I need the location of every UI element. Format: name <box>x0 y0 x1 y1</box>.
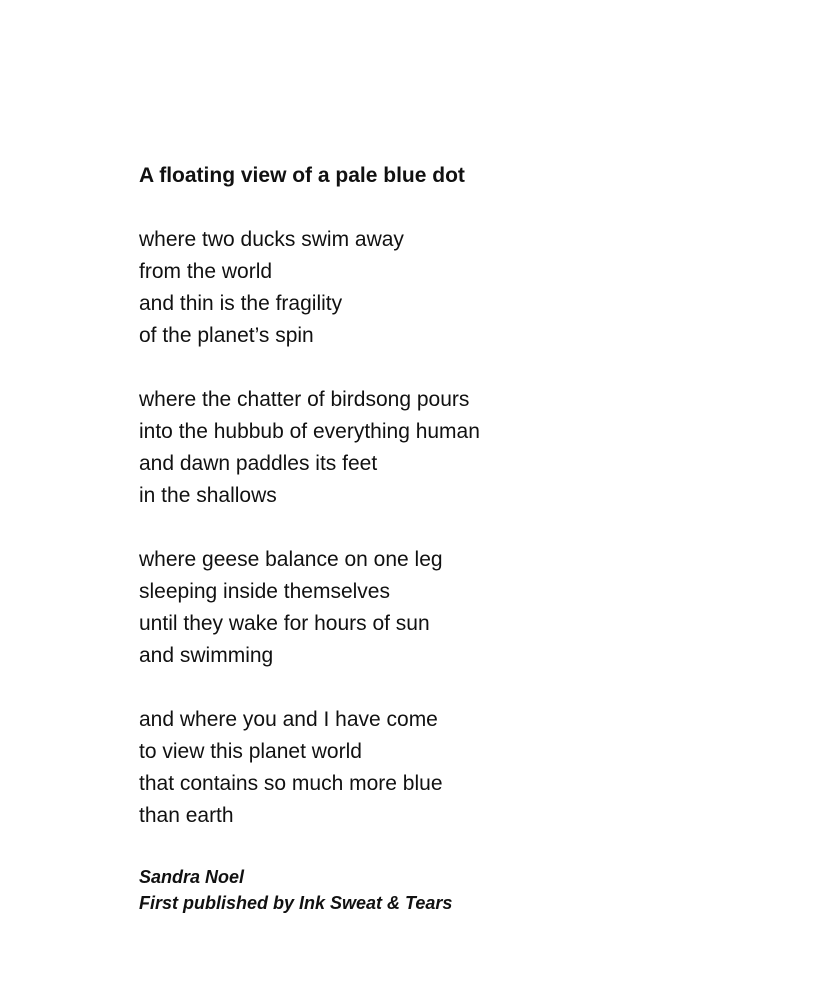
poem-line: in the shallows <box>139 484 277 507</box>
poem-line: and where you and I have come <box>139 708 438 731</box>
poem-title: A floating view of a pale blue dot <box>139 164 465 187</box>
poem-line: to view this planet world <box>139 740 362 763</box>
poem-line: that contains so much more blue <box>139 772 443 795</box>
poem-credits <box>139 864 779 916</box>
stanza-4 <box>139 704 779 832</box>
author-name: Sandra Noel <box>139 867 245 887</box>
poem-line: than earth <box>139 804 234 827</box>
poem-line: and thin is the fragility <box>139 292 343 315</box>
stanza-3 <box>139 544 779 672</box>
poem-line: until they wake for hours of sun <box>139 612 430 635</box>
stanza-1 <box>139 224 779 352</box>
poem-line: from the world <box>139 260 273 283</box>
poem-line: and swimming <box>139 644 274 667</box>
poem-page <box>139 160 779 916</box>
poem-line: where the chatter of birdsong pours <box>139 388 470 411</box>
poem-line: where two ducks swim away <box>139 228 404 251</box>
stanza-2 <box>139 384 779 512</box>
poem-line: where geese balance on one leg <box>139 548 443 571</box>
poem-line: of the planet’s spin <box>139 324 314 347</box>
poem-line: into the hubbub of everything human <box>139 420 480 443</box>
publication-credit: First published by Ink Sweat & Tears <box>139 893 453 913</box>
poem-line: sleeping inside themselves <box>139 580 390 603</box>
poem-line: and dawn paddles its feet <box>139 452 378 475</box>
